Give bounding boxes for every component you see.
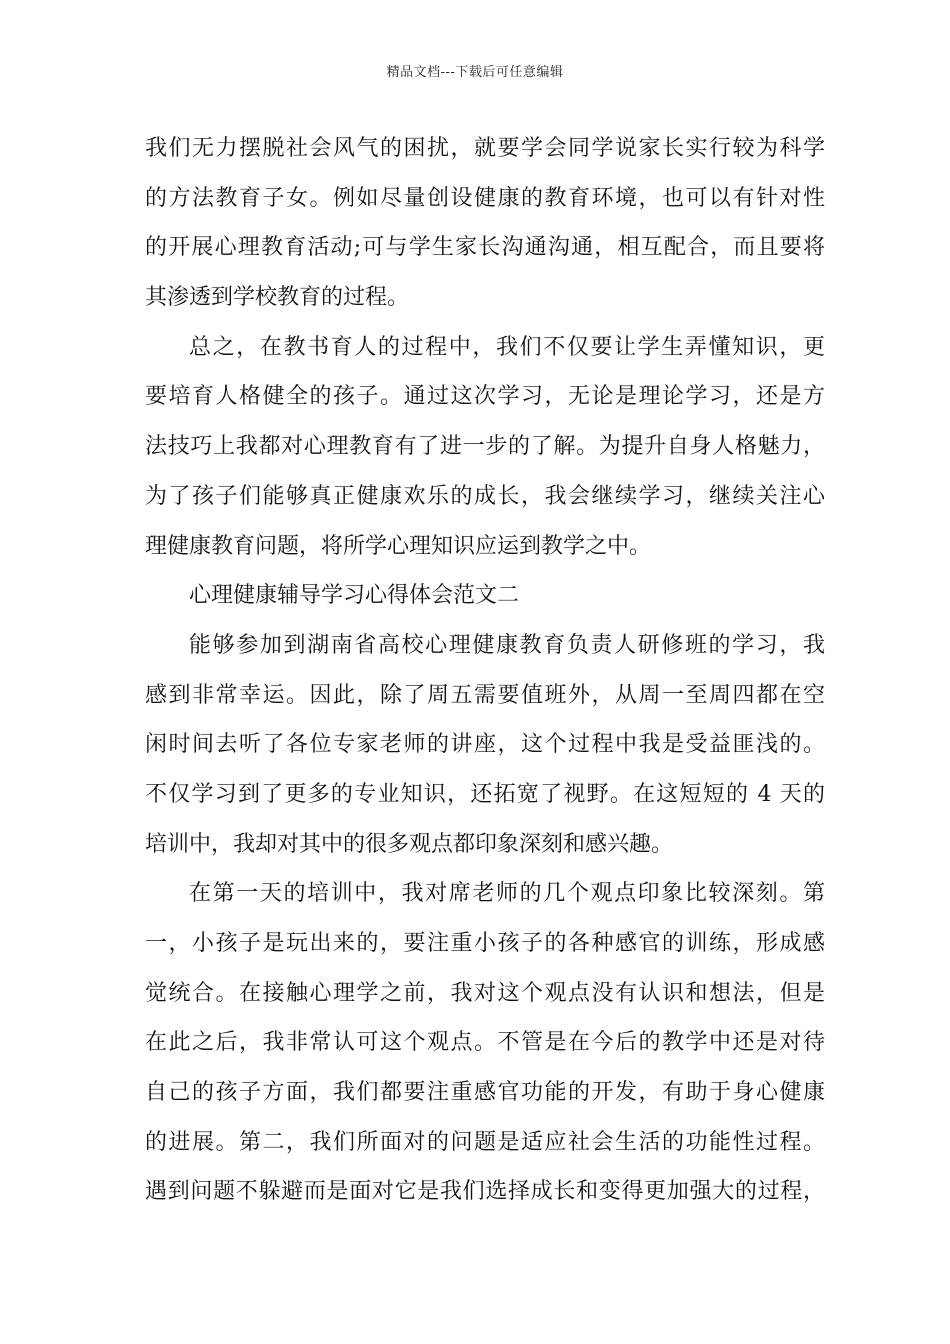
text-line: 遇到问题不躲避而是面对它是我们选择成长和变得更加强大的过程，: [145, 1179, 825, 1205]
text-line: 在第一天的培训中，我对席老师的几个观点印象比较深刻。第: [189, 881, 825, 907]
text-line: 在此之后，我非常认可这个观点。不管是在今后的教学中还是对待: [145, 1030, 825, 1056]
section-heading: 心理健康辅导学习心得体会范文二: [189, 583, 520, 609]
text-line: 的开展心理教育活动;可与学生家长沟通沟通，相互配合，而且要将: [145, 235, 825, 261]
text-line: 法技巧上我都对心理教育有了进一步的了解。为提升自身人格魅力，: [145, 434, 825, 460]
document-body: [145, 124, 825, 1217]
text-line: 觉统合。在接触心理学之前，我对这个观点没有认识和想法，但是: [145, 980, 825, 1006]
text-line: 要培育人格健全的孩子。通过这次学习，无论是理论学习，还是方: [145, 384, 825, 410]
text-line: 理健康教育问题，将所学心理知识应运到教学之中。: [145, 533, 652, 559]
text-line: 能够参加到湖南省高校心理健康教育负责人研修班的学习，我: [189, 632, 825, 658]
text-line: 闲时间去听了各位专家老师的讲座，这个过程中我是受益匪浅的。: [145, 732, 825, 758]
text-line: 其渗透到学校教育的过程。: [145, 285, 410, 311]
text-line: 培训中，我却对其中的很多观点都印象深刻和感兴趣。: [145, 831, 674, 857]
page-header: 精品文档---下载后可任意编辑: [386, 65, 564, 80]
text-line: 自己的孩子方面，我们都要注重感官功能的开发，有助于身心健康: [145, 1080, 825, 1106]
text-line: 的方法教育子女。例如尽量创设健康的教育环境，也可以有针对性: [145, 185, 825, 211]
text-line: 为了孩子们能够真正健康欢乐的成长，我会继续学习，继续关注心: [145, 483, 825, 509]
text-line: 一，小孩子是玩出来的，要注重小孩子的各种感官的训练，形成感: [145, 931, 825, 956]
text-line: 感到非常幸运。因此，除了周五需要值班外，从周一至周四都在空: [145, 682, 825, 708]
text-line: 不仅学习到了更多的专业知识，还拓宽了视野。在这短短的 4 天的: [145, 781, 825, 807]
text-line: 我们无力摆脱社会风气的困扰，就要学会同学说家长实行较为科学: [145, 136, 825, 161]
text-line: 的进展。第二，我们所面对的问题是适应社会生活的功能性过程。: [145, 1129, 825, 1155]
text-line: 总之，在教书育人的过程中，我们不仅要让学生弄懂知识，更: [189, 334, 825, 360]
